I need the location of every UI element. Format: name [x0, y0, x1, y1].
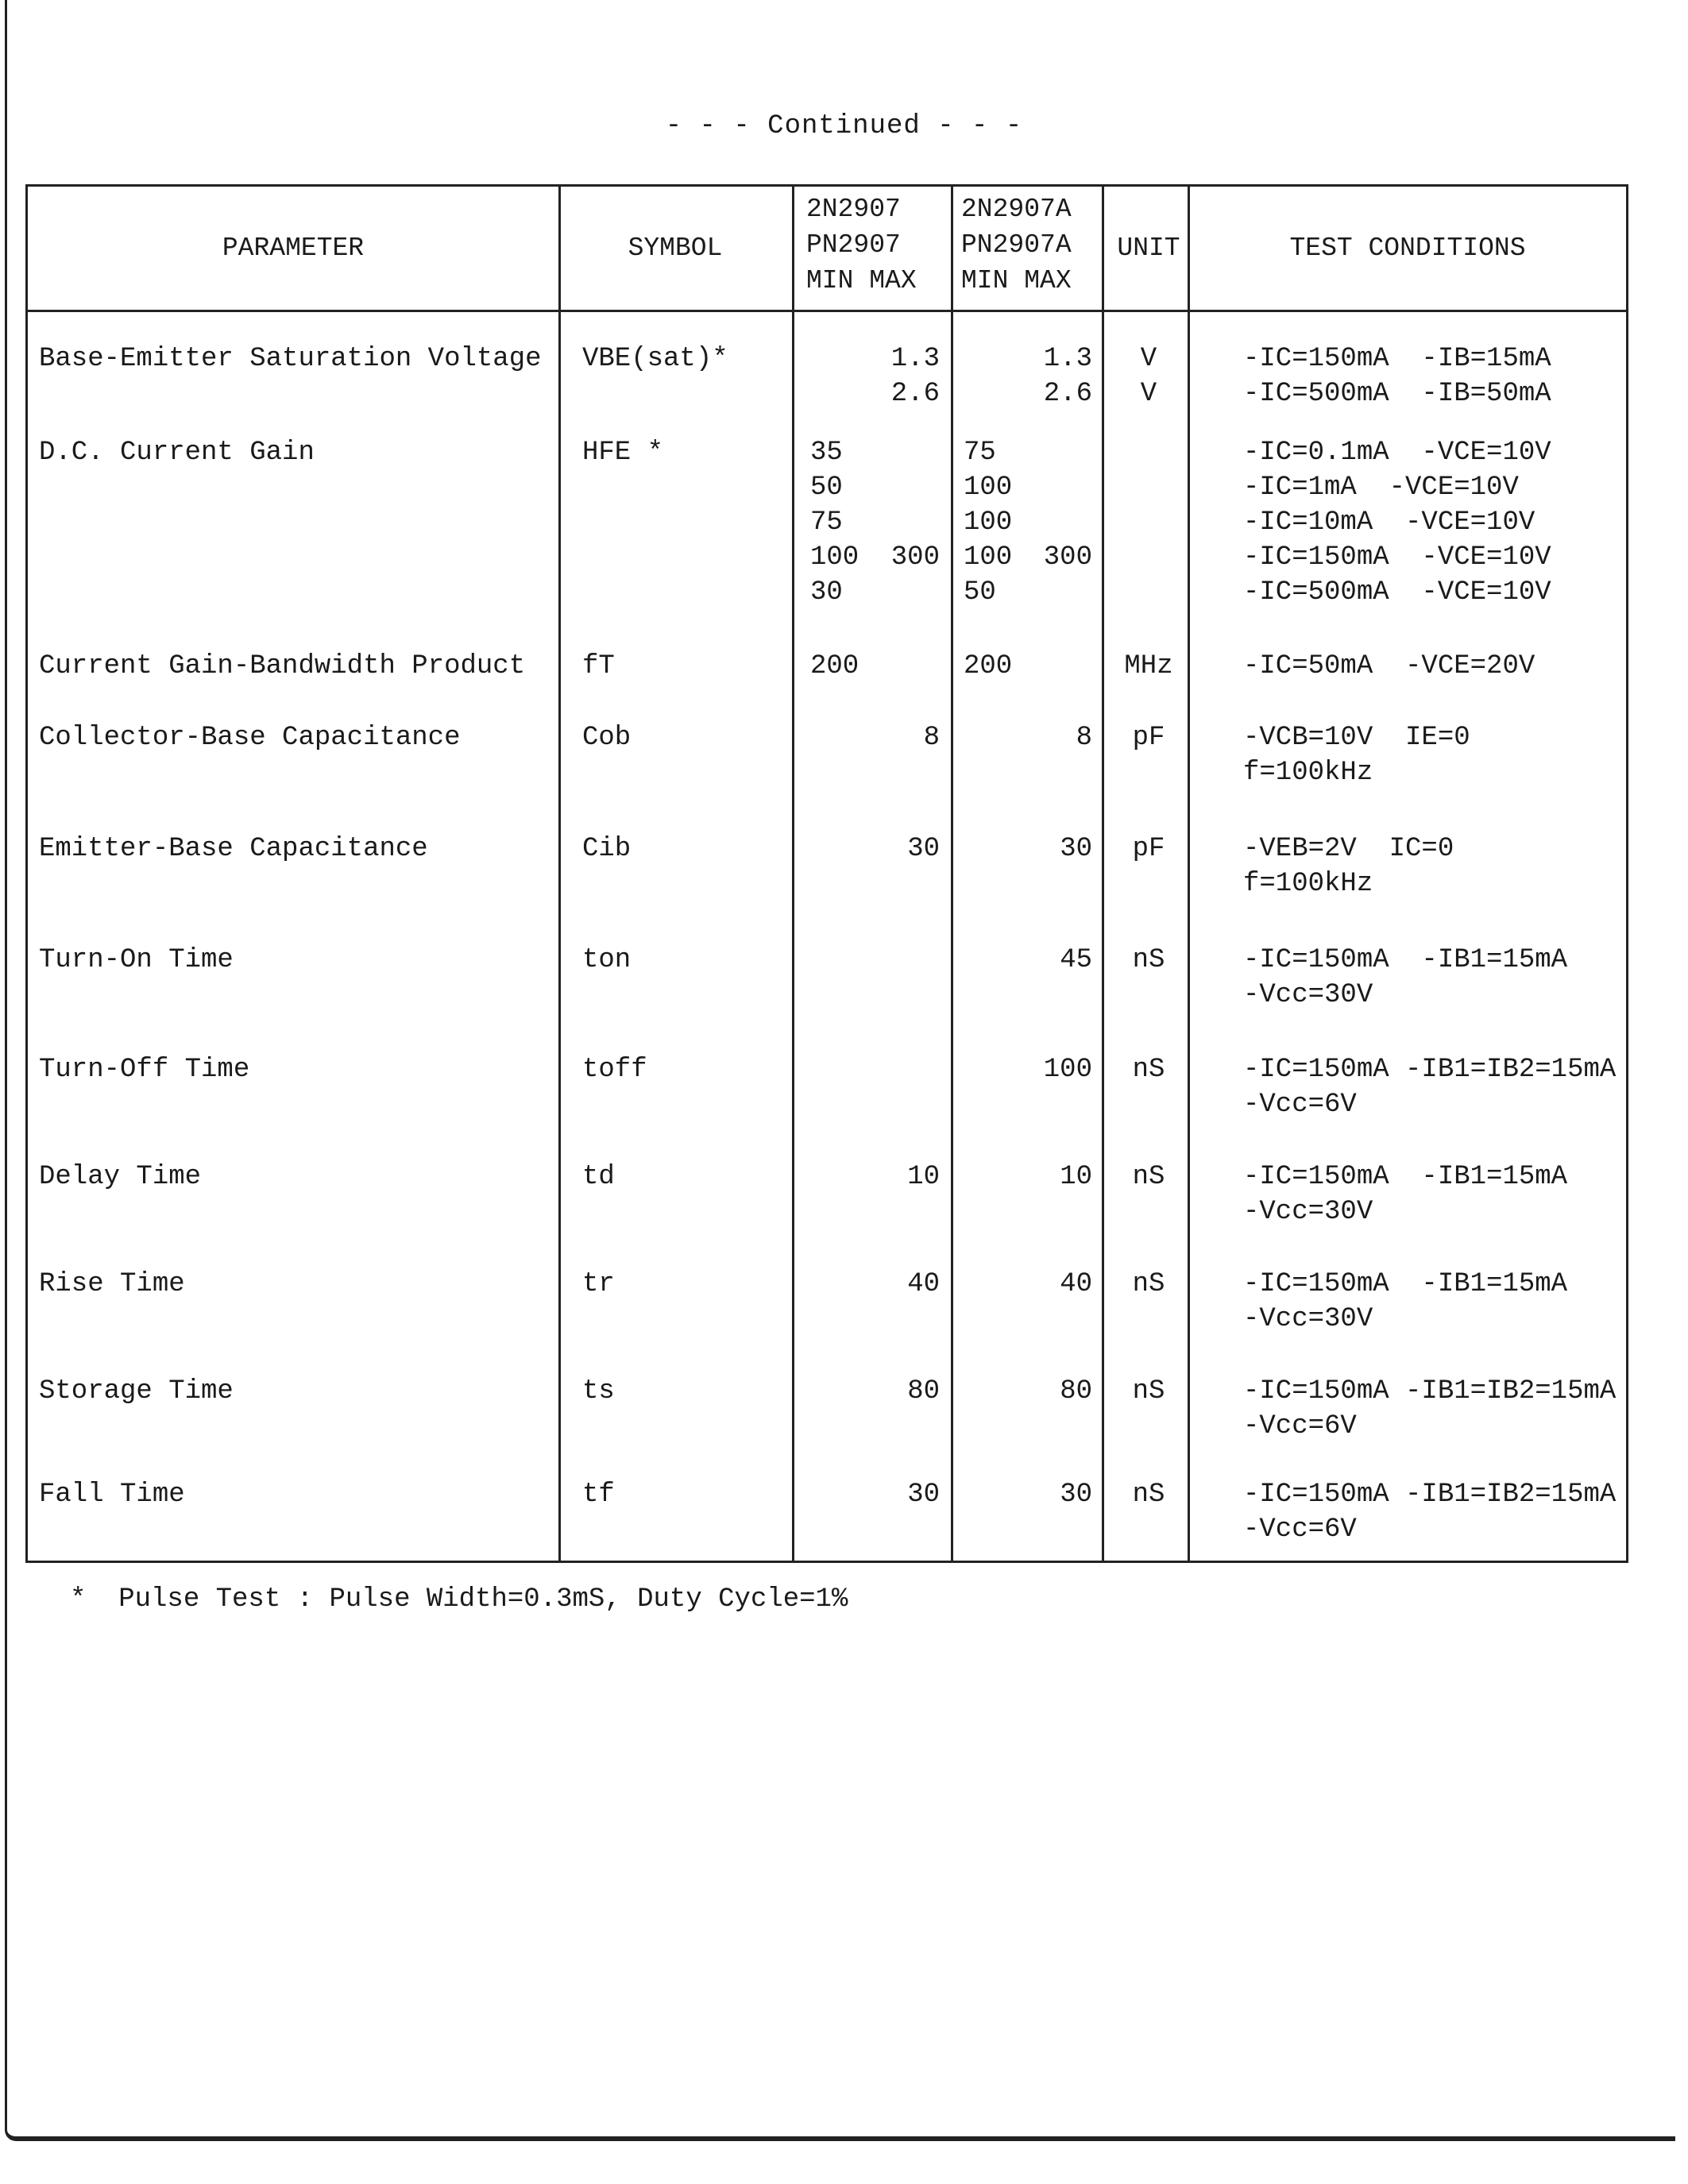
header-min-max: MIN MAX [961, 266, 1072, 295]
row-symbol: fT [582, 651, 615, 681]
row-test-conditions: -IC=150mA -IB1=IB2=15mA -Vcc=6V [1243, 1480, 1617, 1545]
col-divider [792, 187, 794, 1561]
header-col-a-alt: PN2907 [806, 230, 901, 260]
row-2n2907-max: 40 [907, 1269, 940, 1299]
continued-label: - - - Continued - - - [665, 111, 1023, 141]
row-parameter: Turn-On Time [39, 945, 234, 975]
header-unit: UNIT [1117, 233, 1180, 263]
row-symbol: HFE * [582, 438, 664, 468]
row-test-conditions: -IC=0.1mA -VCE=10V -IC=1mA -VCE=10V -IC=10mA -VCE=10V -IC=150mA -VCE=10V -IC=500mA -VCE=10V [1243, 438, 1551, 608]
row-symbol: toff [582, 1055, 647, 1085]
row-unit: MHz [1124, 651, 1173, 681]
row-unit: nS [1132, 945, 1165, 975]
row-2n2907a-max: 10 [1060, 1162, 1092, 1192]
row-test-conditions: -IC=150mA -IB1=15mA -Vcc=30V [1243, 945, 1568, 1010]
row-parameter: Collector-Base Capacitance [39, 723, 461, 753]
col-divider [558, 187, 561, 1561]
row-symbol: VBE(sat)* [582, 344, 728, 374]
row-test-conditions: -IC=150mA -IB=15mA -IC=500mA -IB=50mA [1243, 344, 1551, 409]
row-2n2907-max: 300 [890, 542, 940, 573]
row-2n2907-max: 8 [923, 723, 940, 753]
col-divider [951, 187, 953, 1561]
row-2n2907-max: 80 [907, 1376, 940, 1406]
row-symbol: Cob [582, 723, 632, 753]
row-parameter: Rise Time [39, 1269, 185, 1299]
row-2n2907a-max: 30 [1060, 1480, 1092, 1510]
row-2n2907-max: 30 [907, 834, 940, 864]
header-symbol: SYMBOL [628, 233, 723, 263]
row-parameter: Current Gain-Bandwidth Product [39, 651, 526, 681]
spec-table [25, 184, 1628, 1563]
row-symbol: tf [582, 1480, 615, 1510]
col-divider [1102, 187, 1104, 1561]
row-unit: nS [1132, 1055, 1165, 1085]
row-2n2907a-max: 300 [1043, 542, 1092, 573]
header-parameter: PARAMETER [222, 233, 365, 263]
row-2n2907-max: 30 [907, 1480, 940, 1510]
header-col-a-part: 2N2907 [806, 195, 901, 224]
header-test-conditions: TEST CONDITIONS [1289, 233, 1526, 263]
row-symbol: tr [582, 1269, 615, 1299]
row-test-conditions: -VEB=2V IC=0 f=100kHz [1243, 834, 1454, 899]
col-divider [1188, 187, 1190, 1561]
row-symbol: ton [582, 945, 632, 975]
footnote: * Pulse Test : Pulse Width=0.3mS, Duty Cycle=1% [70, 1584, 848, 1615]
row-2n2907a-max: 40 [1060, 1269, 1092, 1299]
row-symbol: Cib [582, 834, 632, 864]
header-col-b-part: 2N2907A [961, 195, 1072, 224]
row-unit: pF [1132, 834, 1165, 864]
row-2n2907a-max: 100 [1043, 1055, 1092, 1085]
row-parameter: Emitter-Base Capacitance [39, 834, 428, 864]
row-2n2907-max: 10 [907, 1162, 940, 1192]
row-unit: pF [1132, 723, 1165, 753]
row-2n2907a-min: 75 100 100 100 50 [964, 438, 1013, 608]
row-test-conditions: -IC=150mA -IB1=15mA -Vcc=30V [1243, 1162, 1568, 1227]
row-2n2907-min: 35 50 75 100 30 [810, 438, 859, 608]
header-min-max: MIN MAX [806, 266, 917, 295]
row-parameter: D.C. Current Gain [39, 438, 315, 468]
row-test-conditions: -IC=150mA -IB1=IB2=15mA -Vcc=6V [1243, 1055, 1617, 1120]
header-col-a [806, 191, 917, 299]
header-divider [28, 310, 1626, 312]
row-parameter: Base-Emitter Saturation Voltage [39, 344, 542, 374]
row-unit: V V [1140, 344, 1157, 409]
row-parameter: Storage Time [39, 1376, 234, 1406]
row-test-conditions: -IC=150mA -IB1=IB2=15mA -Vcc=6V [1243, 1376, 1617, 1441]
row-unit: nS [1132, 1376, 1165, 1406]
row-2n2907a-max: 80 [1060, 1376, 1092, 1406]
row-2n2907a-max: 1.3 2.6 [1043, 344, 1092, 409]
row-symbol: ts [582, 1376, 615, 1406]
row-2n2907-max: 1.3 2.6 [890, 344, 940, 409]
row-test-conditions: -IC=50mA -VCE=20V [1243, 651, 1535, 681]
row-test-conditions: -IC=150mA -IB1=15mA -Vcc=30V [1243, 1269, 1568, 1334]
row-parameter: Fall Time [39, 1480, 185, 1510]
row-unit: nS [1132, 1269, 1165, 1299]
row-parameter: Delay Time [39, 1162, 202, 1192]
row-parameter: Turn-Off Time [39, 1055, 250, 1085]
row-2n2907-min: 200 [810, 651, 859, 681]
row-2n2907a-min: 200 [964, 651, 1013, 681]
row-2n2907a-max: 45 [1060, 945, 1092, 975]
row-2n2907a-max: 30 [1060, 834, 1092, 864]
row-unit: nS [1132, 1480, 1165, 1510]
row-unit: nS [1132, 1162, 1165, 1192]
row-symbol: td [582, 1162, 615, 1192]
row-2n2907a-max: 8 [1076, 723, 1092, 753]
header-col-b-alt: PN2907A [961, 230, 1072, 260]
header-col-b [961, 191, 1072, 299]
row-test-conditions: -VCB=10V IE=0 f=100kHz [1243, 723, 1470, 788]
